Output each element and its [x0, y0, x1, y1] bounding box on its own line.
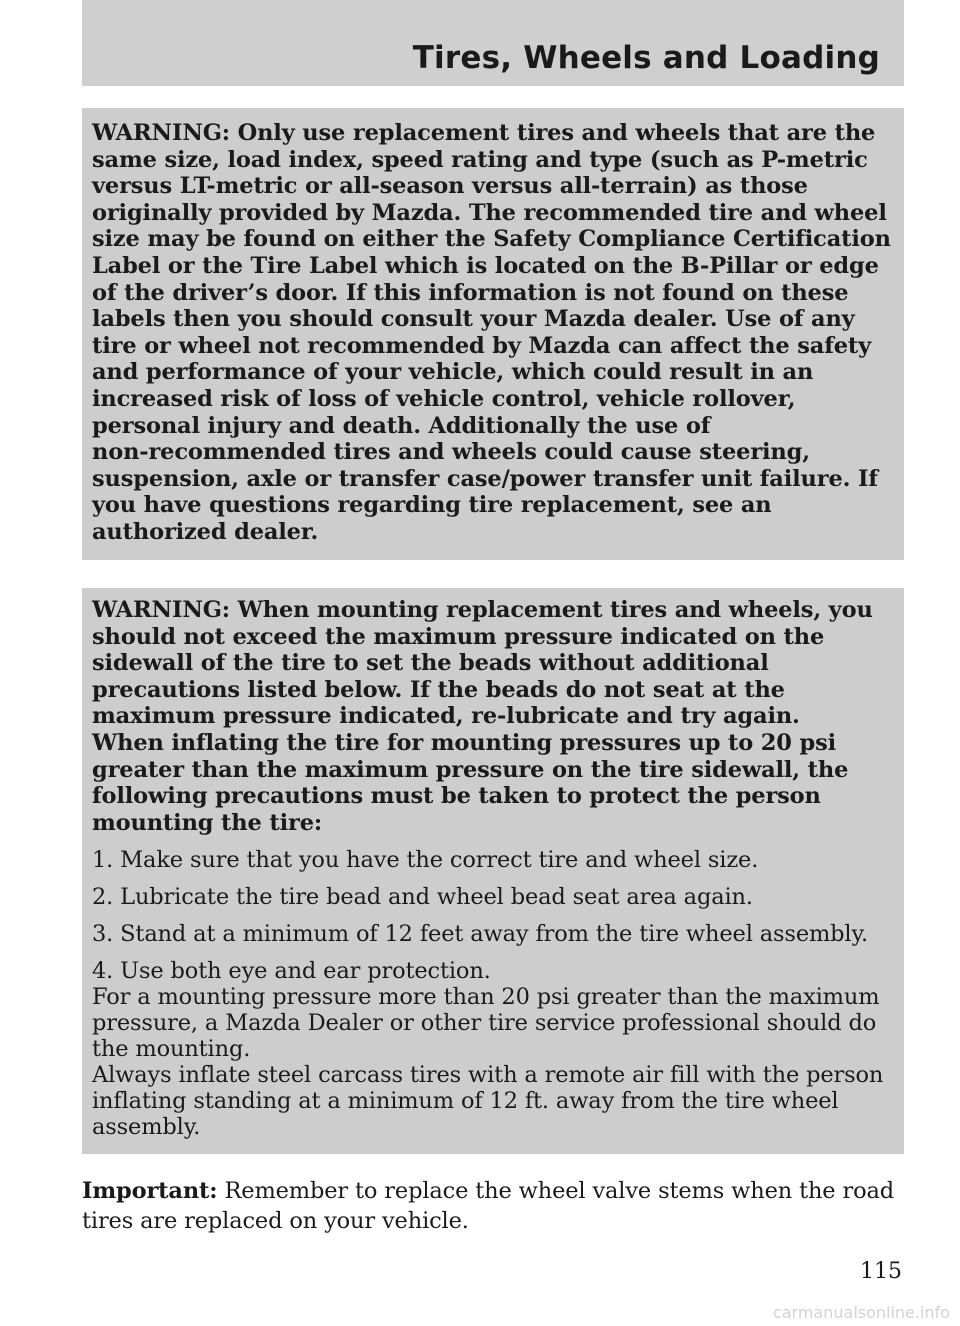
text-line: non-recommended tires and wheels could cause steering, — [92, 439, 810, 466]
text-line: inflating standing at a minimum of 12 ft. away from the tire wheel — [92, 1088, 839, 1115]
precaution-step-3: 3. Stand at a minimum of 12 feet away from the tire wheel assembly. — [92, 921, 869, 948]
text-line: pressure, a Mazda Dealer or other tire service professional should do — [92, 1010, 877, 1037]
page-header — [82, 0, 904, 86]
text-line: the mounting. — [92, 1036, 251, 1063]
precaution-step-4: 4. Use both eye and ear protection. — [92, 958, 491, 985]
text-line: When inflating the tire for mounting pressures up to 20 psi — [92, 729, 836, 756]
section-title: Tires, Wheels and Loading — [412, 40, 880, 76]
text-line: For a mounting pressure more than 20 psi greater than the maximum — [92, 984, 880, 1011]
warning-box-replacement-tires — [82, 108, 904, 560]
text-line: increased risk of loss of vehicle control, vehicle rollover, — [92, 385, 796, 412]
text-line: personal injury and death. Additionally the use of — [92, 412, 711, 439]
text-line: of the driver’s door. If this information is not found on these — [92, 279, 849, 306]
important-note — [82, 1176, 902, 1236]
text-line: precautions listed below. If the beads do not seat at the — [92, 676, 785, 703]
text-line: originally provided by Mazda. The recommended tire and wheel — [92, 199, 887, 226]
text-line: suspension, axle or transfer case/power transfer unit failure. If — [92, 465, 878, 492]
text-line: greater than the maximum pressure on the tire sidewall, the — [92, 756, 849, 783]
warning-box-mounting-pressure — [82, 588, 904, 1154]
warning-text — [92, 120, 892, 546]
text-line: size may be found on either the Safety Compliance Certification — [92, 226, 891, 253]
text-line: maximum pressure indicated, re-lubricate and try again. — [92, 703, 800, 730]
watermark: carmanualsonline.info — [772, 1303, 950, 1322]
text-line: you have questions regarding tire replacement, see an — [92, 492, 772, 519]
page-number: 115 — [860, 1259, 902, 1284]
important-text: tires are replaced on your vehicle. — [82, 1208, 469, 1234]
text-line: Always inflate steel carcass tires with a remote air fill with the person — [92, 1062, 884, 1089]
text-line: assembly. — [92, 1114, 201, 1141]
text-line: following precautions must be taken to protect the person — [92, 783, 821, 810]
text-line: WARNING: Only use replacement tires and wheels that are the — [92, 120, 876, 146]
text-line: sidewall of the tire to set the beads without additional — [92, 650, 769, 677]
text-line: labels then you should consult your Mazda dealer. Use of any — [92, 306, 855, 333]
additional-precautions — [92, 984, 892, 1140]
precaution-step-2: 2. Lubricate the tire bead and wheel bead seat area again. — [92, 884, 753, 911]
precaution-step-1: 1. Make sure that you have the correct tire and wheel size. — [92, 847, 759, 874]
text-line: Label or the Tire Label which is located on the B-Pillar or edge — [92, 252, 879, 279]
text-line: should not exceed the maximum pressure indicated on the — [92, 623, 825, 650]
text-line: mounting the tire: — [92, 809, 323, 836]
text-line: tire or wheel not recommended by Mazda can affect the safety — [92, 332, 872, 359]
important-label: Important: — [82, 1178, 218, 1204]
important-text: Remember to replace the wheel valve stems when the road — [224, 1178, 894, 1204]
text-line: same size, load index, speed rating and type (such as P-metric — [92, 146, 868, 173]
text-line: versus LT-metric or all-season versus all-terrain) as those — [92, 173, 808, 200]
text-line: and performance of your vehicle, which could result in an — [92, 359, 814, 386]
warning-text — [92, 597, 892, 836]
text-line: authorized dealer. — [92, 518, 319, 545]
text-line: WARNING: When mounting replacement tires and wheels, you — [92, 597, 873, 623]
